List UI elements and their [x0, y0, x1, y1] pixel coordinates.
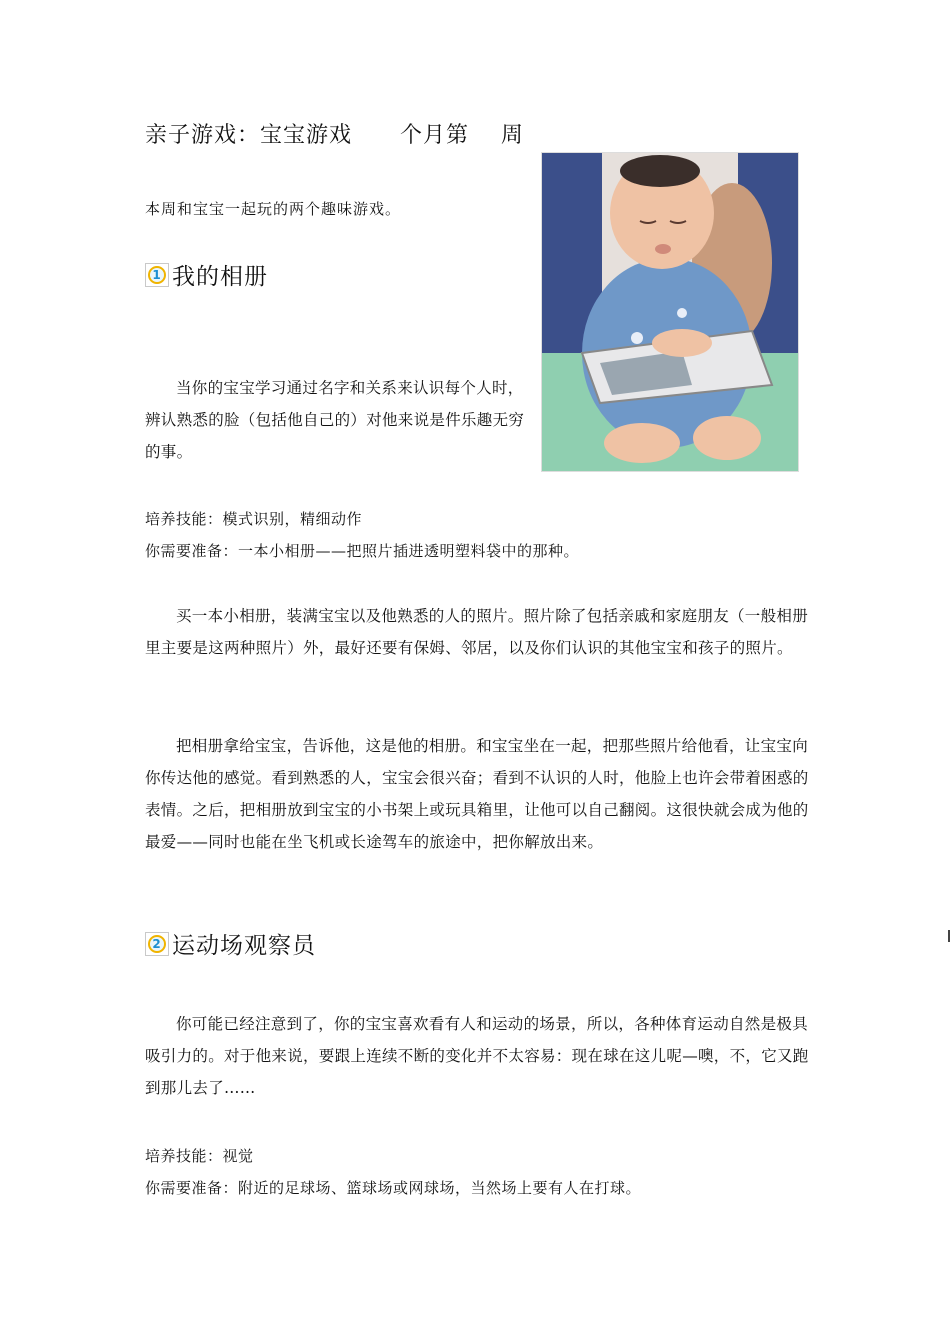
baby-photo: [541, 152, 799, 472]
number-two-icon: 2: [145, 932, 169, 956]
section2-title: 运动场观察员: [172, 933, 316, 959]
section1-paragraph-1: 当你的宝宝学习通过名字和关系来认识每个人时，辨认熟悉的脸（包括他自己的）对他来说是件乐趣无穷的事。: [145, 379, 525, 461]
page-title: 亲子游戏：宝宝游戏 个月第 周: [145, 123, 524, 148]
section2-prepare: 你需要准备：附近的足球场、篮球场或网球场，当然场上要有人在打球。: [145, 1179, 642, 1197]
section2-paragraph-1: 你可能已经注意到了，你的宝宝喜欢看有人和运动的场景，所以，各种体育运动自然是极具吸引力的。对于他来说，要跟上连续不断的变化并不太容易：现在球在这儿呢—噢，不，它又跑到那儿去了……: [145, 1015, 809, 1097]
section1-paragraph-2: 买一本小相册，装满宝宝以及他熟悉的人的照片。照片除了包括亲戚和家庭朋友（一般相册里主要是这两种照片）外，最好还要有保姆、邻居，以及你们认识的其他宝宝和孩子的照片。: [145, 607, 809, 657]
intro-text: 本周和宝宝一起玩的两个趣味游戏。: [145, 200, 402, 218]
section1-paragraph-3: 把相册拿给宝宝，告诉他，这是他的相册。和宝宝坐在一起，把那些照片给他看，让宝宝向你传达他的感觉。看到熟悉的人，宝宝会很兴奋；看到不认识的人时，他脸上也许会带着困惑的表情。之后，把相册放到宝宝的小书架上或玩具箱里，让他可以自己翻阅。这很快就会成为他的最爱——同时也能在坐飞机或长途驾车的旅途中，把你解放出来。: [145, 737, 809, 851]
section2-skills: 培养技能：视觉: [145, 1147, 254, 1165]
section1-heading: [145, 258, 268, 291]
number-one-icon: 1: [145, 263, 169, 287]
section2-heading: [145, 927, 316, 960]
section1-skills: 培养技能：模式识别，精细动作: [145, 510, 363, 528]
section1-prepare: 你需要准备：一本小相册——把照片插进透明塑料袋中的那种。: [145, 542, 580, 560]
section1-title: 我的相册: [172, 264, 268, 290]
